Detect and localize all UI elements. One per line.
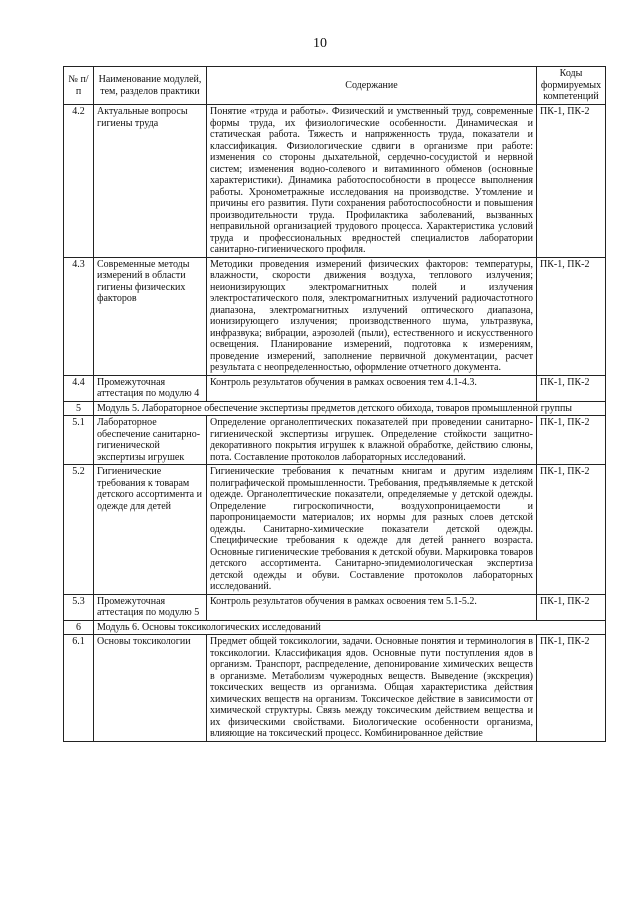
page-number: 10 xyxy=(313,36,327,51)
row-num: 4.2 xyxy=(64,105,94,258)
row-codes: ПК-1, ПК-2 xyxy=(537,105,606,258)
row-content: Понятие «труда и работы». Физический и умственный труд, современные формы труда, их физиологические особенности. Динамическая и статическая работа. Тяжесть и напряженность труда, показатели и классификация. Физиологические сдвиги в организме при работе: изменения со стороны дыхательной, сердечно-сосудистой и нервной систем; изменения водно-солевого и витаминного обменов (основные характеристики). Динамика работоспособности в процессе выполнения работы. Хронометражные исследования на производстве. Утомление и причины его развития. Пути сохранения работоспособности и повышения производительности труда. Профилактика заболеваний, вызванных неправильной организацией трудового процесса. Характеристика условий труда и профессиональных вредностей специалистов лаборатории санитарно-гигиенического профиля. xyxy=(207,105,537,258)
module-header-row xyxy=(64,620,606,635)
row-module: Актуальные вопросы гигиены труда xyxy=(94,105,207,258)
row-module: Промежуточная аттестация по модулю 4 xyxy=(94,375,207,401)
table-row xyxy=(64,635,606,742)
table-row xyxy=(64,257,606,375)
header-module: Наименование модулей, тем, разделов практики xyxy=(94,67,207,105)
header-num: № п/п xyxy=(64,67,94,105)
header-row xyxy=(64,67,606,105)
curriculum-table xyxy=(63,66,606,742)
row-codes: ПК-1, ПК-2 xyxy=(537,594,606,620)
module-header-row xyxy=(64,401,606,416)
table-row xyxy=(64,375,606,401)
row-codes: ПК-1, ПК-2 xyxy=(537,465,606,595)
row-content: Определение органолептических показателей при проведении санитарно-гигиенической экспертизы игрушек. Определение стойкости защитно-декоративного покрытия игрушек к влажной обработке, действию слюны, пота. Составление протоколов лабораторных исследований. xyxy=(207,416,537,465)
row-num: 5.3 xyxy=(64,594,94,620)
header-codes: Коды формируемых компетенций xyxy=(537,67,606,105)
row-module: Лабораторное обеспечение санитарно-гигиенической экспертизы игрушек xyxy=(94,416,207,465)
table-row xyxy=(64,594,606,620)
row-codes: ПК-1, ПК-2 xyxy=(537,416,606,465)
table-row xyxy=(64,416,606,465)
row-content: Методики проведения измерений физических факторов: температуры, влажности, скорости движения воздуха, теплового излучения; неионизирующих электромагнитных полей и излучения электростатического поля, электромагнитных излучений радиочастотного диапазона, электромагнитных излучений оптического диапазона, ионизирующего излучения; производственного шума, ультразвука, инфразвука; вибрации, аэрозолей (пыли), естественного и искусственного освещения. Планирование измерений, подготовка к измерениям, проведение измерений, заполнение первичной документации, расчет результата с неопределенностью, оформление отчетного документа. xyxy=(207,257,537,375)
row-module: Основы токсикологии xyxy=(94,635,207,742)
module-num: 6 xyxy=(64,620,94,635)
row-codes: ПК-1, ПК-2 xyxy=(537,635,606,742)
row-codes: ПК-1, ПК-2 xyxy=(537,257,606,375)
row-content: Контроль результатов обучения в рамках освоения тем 5.1-5.2. xyxy=(207,594,537,620)
row-content: Гигиенические требования к печатным книгам и другим изделиям полиграфической промышленности. Требования, предъявляемые к детской одежде. Органолептические показатели, определяемые у детской одежды. Определение гигроскопичности, воздухопроницаемости и паропроницаемости материалов; их нормы для разных слоев детской одежды. Санитарно-химические показатели детской одежды. Специфические требования к одежде для детей раннего возраста. Основные гигиенические требования к детской обуви. Маркировка товаров детского ассортимента. Санитарно-эпидемиологическая экспертиза детской одежды и обуви. Составление протоколов лабораторных исследований. xyxy=(207,465,537,595)
table-row xyxy=(64,105,606,258)
module-title: Модуль 6. Основы токсикологических исследований xyxy=(94,620,606,635)
header-content: Содержание xyxy=(207,67,537,105)
row-module: Промежуточная аттестация по модулю 5 xyxy=(94,594,207,620)
module-title: Модуль 5. Лабораторное обеспечение экспертизы предметов детского обихода, товаров промышленной группы xyxy=(94,401,606,416)
row-num: 4.4 xyxy=(64,375,94,401)
row-content: Контроль результатов обучения в рамках освоения тем 4.1-4.3. xyxy=(207,375,537,401)
row-module: Гигиенические требования к товарам детского ассортимента и одежде для детей xyxy=(94,465,207,595)
row-num: 6.1 xyxy=(64,635,94,742)
row-module: Современные методы измерений в области гигиены физических факторов xyxy=(94,257,207,375)
row-num: 4.3 xyxy=(64,257,94,375)
row-codes: ПК-1, ПК-2 xyxy=(537,375,606,401)
row-num: 5.2 xyxy=(64,465,94,595)
row-num: 5.1 xyxy=(64,416,94,465)
row-content: Предмет общей токсикологии, задачи. Основные понятия и терминология в токсикологии. Классификация ядов. Основные пути поступления ядов в организм. Транспорт, распределение, депонирование химических веществ в организме. Метаболизм чужеродных веществ. Выведение (экскреция) токсических веществ из организма. Общая характеристика действия химических веществ на организм. Токсическое действие в зависимости от химической структуры. Связь между токсическим действием вещества и их физическими свойствами. Биологические особенности организма, влияющие на токсический процесс. Комбинированное действие xyxy=(207,635,537,742)
table-row xyxy=(64,465,606,595)
module-num: 5 xyxy=(64,401,94,416)
